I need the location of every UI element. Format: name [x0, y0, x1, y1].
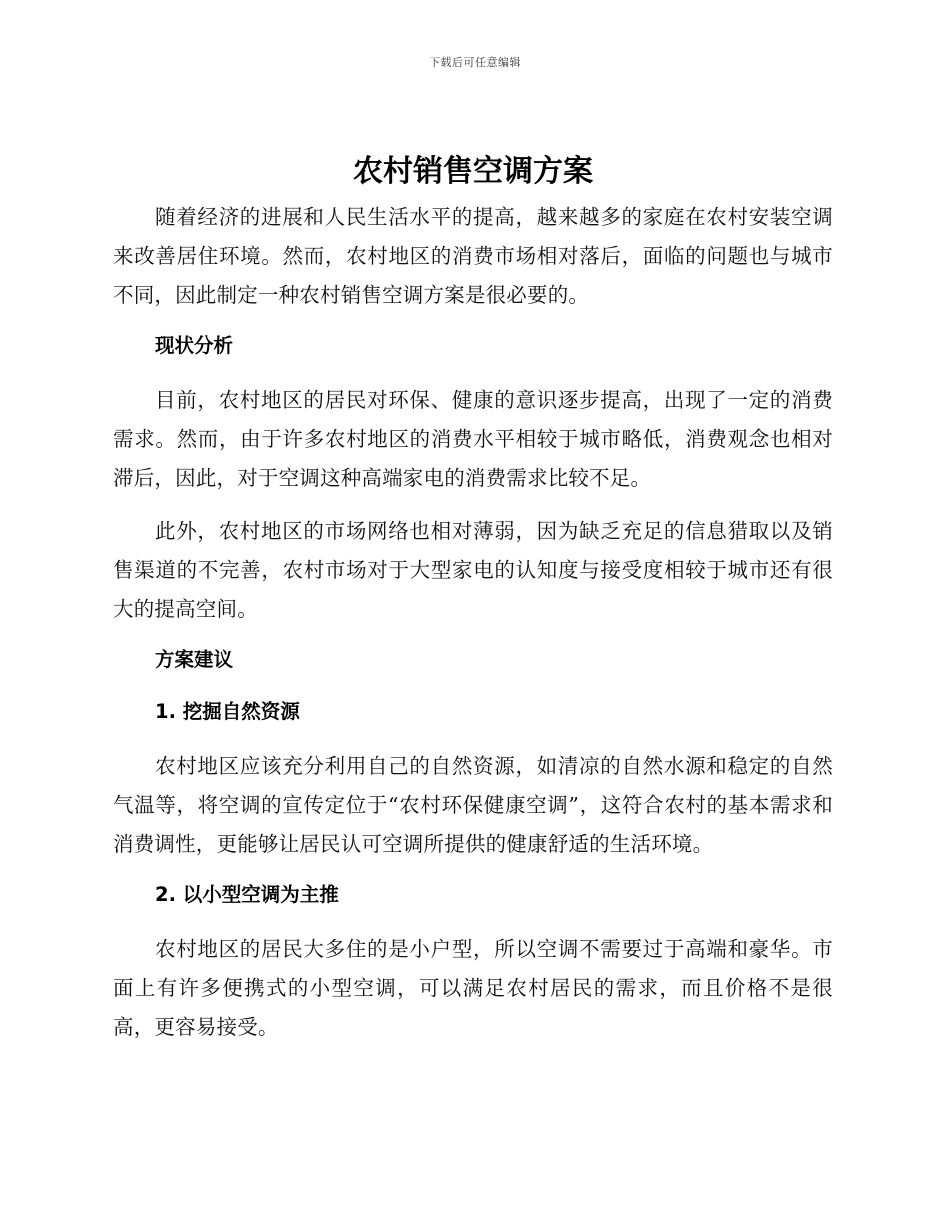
status-paragraph-2: 此外，农村地区的市场网络也相对薄弱，因为缺乏充足的信息猎取以及销售渠道的不完善，农村市场对于大型家电的认知度与接受度相较于城市还有很大的提高空间。 — [113, 519, 833, 621]
document-title: 农村销售空调方案 — [353, 154, 593, 189]
section-heading-status-analysis: 现状分析 — [155, 334, 234, 357]
natural-resources-paragraph: 农村地区应该充分利用自己的自然资源，如清凉的自然水源和稳定的自然气温等，将空调的宣传定位于“农村环保健康空调”，这符合农村的基本需求和消费调性，更能够让居民认可空调所提供的健康舒适的生活环境。 — [113, 754, 833, 856]
subheading-natural-resources: 1. 挖掘自然资源 — [155, 700, 300, 723]
header-note: 下载后可任意编辑 — [429, 56, 521, 69]
intro-paragraph: 随着经济的进展和人民生活水平的提高，越来越多的家庭在农村安装空调来改善居住环境。然而，农村地区的消费市场相对落后，面临的问题也与城市不同，因此制定一种农村销售空调方案是很必要的。 — [113, 205, 833, 307]
subheading-small-ac: 2. 以小型空调为主推 — [155, 883, 339, 906]
status-paragraph-1: 目前，农村地区的居民对环保、健康的意识逐步提高，出现了一定的消费需求。然而，由于许多农村地区的消费水平相较于城市略低，消费观念也相对滞后，因此，对于空调这种高端家电的消费需求比较不足。 — [113, 388, 833, 490]
section-heading-proposal: 方案建议 — [155, 648, 234, 671]
small-ac-paragraph: 农村地区的居民大多住的是小户型，所以空调不需要过于高端和豪华。市面上有许多便携式的小型空调，可以满足农村居民的需求，而且价格不是很高，更容易接受。 — [113, 937, 833, 1039]
document-body — [113, 148, 833, 1061]
